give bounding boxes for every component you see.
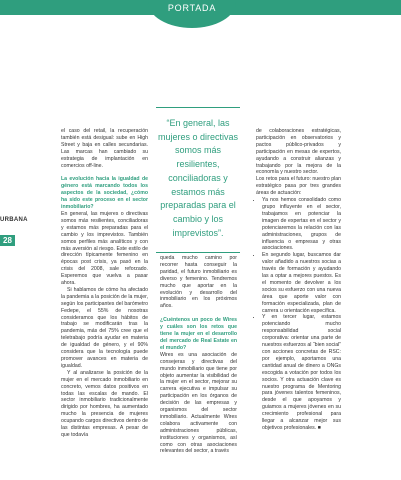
quote-text: “En general, las mujeres o directivas somos más resilientes, conciliadoras y estamos más preparadas para el cambio y los imprevistos”.	[157, 118, 239, 238]
question-heading: La evolución hacia la igualdad de género está marcando todos los aspectos de la sociedad, ¿cómo ha sido este proceso en el sector inmobiliario?	[61, 176, 148, 211]
paragraph: En general, las mujeres o directivas somos más resilientes, conciliadoras y estamos más preparadas para el cambio y los imprevistos. También somos perfiles más analíticos y con más aversión al riesgo. Este estilo de dirección típicamente femenino en épocas post crisis, ya pasó en la crisis del 2008, sale reforzado. Esperemos que vuelva a pasar ahora.	[61, 210, 148, 287]
paragraph: Wires es una asociación de consejeras y directivas del mundo inmobiliario que tiene por objeto aumentar la visibilidad de la mujer en el sector, mejorar su carrera ejecutiva e impulsar su participación en los órganos de decisión de las empresas y organismos del sector inmobiliario. Actualmente Wires colabora activamente con administraciones públicas, instituciones y organismos, así como con otras asociaciones relevantes del sector, a través	[160, 351, 237, 455]
paragraph: Si hablamos de cómo ha afectado la pandemia a la posición de la mujer, según los participantes del barómetro Fedepe, el 55% de nosotras consideramos que los hábitos de trabajo se modificarán tras la pandemia, más del 75% cree que el teletrabajo podría ayudar en materia de igualdad de género, y el 90% considera que la tecnología puede promover avances en materia de igualdad.	[61, 286, 148, 369]
magazine-name: URBANA	[0, 217, 28, 223]
pull-quote	[156, 107, 240, 257]
paragraph: Y al analizarse la posición de la mujer en el mercado inmobiliario en concreto, vemos datos positivos en todas las escalas de mando. El sector inmobiliario tradicionalmente dirigido por hombres, ha aumentado mucho la presencia de mujeres ocupando cargos directivos dentro de las distintas empresas. A pesar de que todavía	[61, 369, 148, 438]
list-item: • En segundo lugar, buscamos dar valor añadido a nuestros socias a través de formación y ayudando las a optar a mejores puestos. Es el momento de devolver a los socios su esfuerzo con una nueva área que aporte valor con formación especializada, plan de carrera u orientación específica.	[262, 252, 341, 314]
paragraph: el caso del retail, la recuperación también está desigual: sube en High Street y baja en calles secundarias. Las marcas han cambiado su estrategia de implantación en comercios off-line.	[61, 128, 148, 169]
article-column-1	[61, 128, 148, 439]
bullet-list	[256, 197, 341, 432]
paragraph: de colaboraciones estratégicas, participación en observatorios y pactos público-privados y participación en mesas de expertos, ayudando a construir alianzas y trabajando por la mejora de la economía y nuestro sector.	[256, 128, 341, 176]
paragraph: queda mucho camino por recorrer hasta conseguir la paridad, el futuro inmobiliario es diverso y femenino. Tendremos mucho que aportar en la evolución y desarrollo del inmobiliario en los próximos años.	[160, 255, 237, 310]
list-item: • Y en tercer lugar, estamos potenciando mucho responsabilidad social corporativa: orientar una parte de nuestros esfuerzos al “bien social” con acciones concretas de RSC: por ejemplo, aportamos una cantidad anual de dinero a ONGs escogida a votación por todos los socios. Y otra actuación clave es nuestro programa de Mentoring para jóvenes talentos femeninos, desde el que apoyamos y guiamos a mujeres jóvenes en su crecimiento profesional para llegar a alcanzar mejor sus objetivos profesionales. ■	[262, 314, 341, 431]
page-number: 28	[0, 235, 15, 246]
quote-rule-bottom	[156, 252, 240, 253]
list-item: • Ya nos hemos consolidado como grupo influyente en el sector, trabajamos en potenciar la imagen de expertas en el sector y potenciaremos la relación con las administraciones, grupos de influencia o empresas y otras asociaciones.	[262, 197, 341, 252]
article-column-3	[256, 128, 341, 432]
quote-rule-top	[156, 107, 240, 108]
paragraph: Los retos para el futuro: nuestro plan estratégico pasa por tres grandes áreas de actuación:	[256, 176, 341, 197]
section-label: PORTADA	[167, 3, 217, 13]
question-heading: ¿Cuéntenos un poco de Wires y cuáles son los retos que tiene la mujer en el desarrollo del mercado de Real Estate en el mundo?	[160, 317, 237, 351]
article-column-2	[160, 255, 237, 455]
